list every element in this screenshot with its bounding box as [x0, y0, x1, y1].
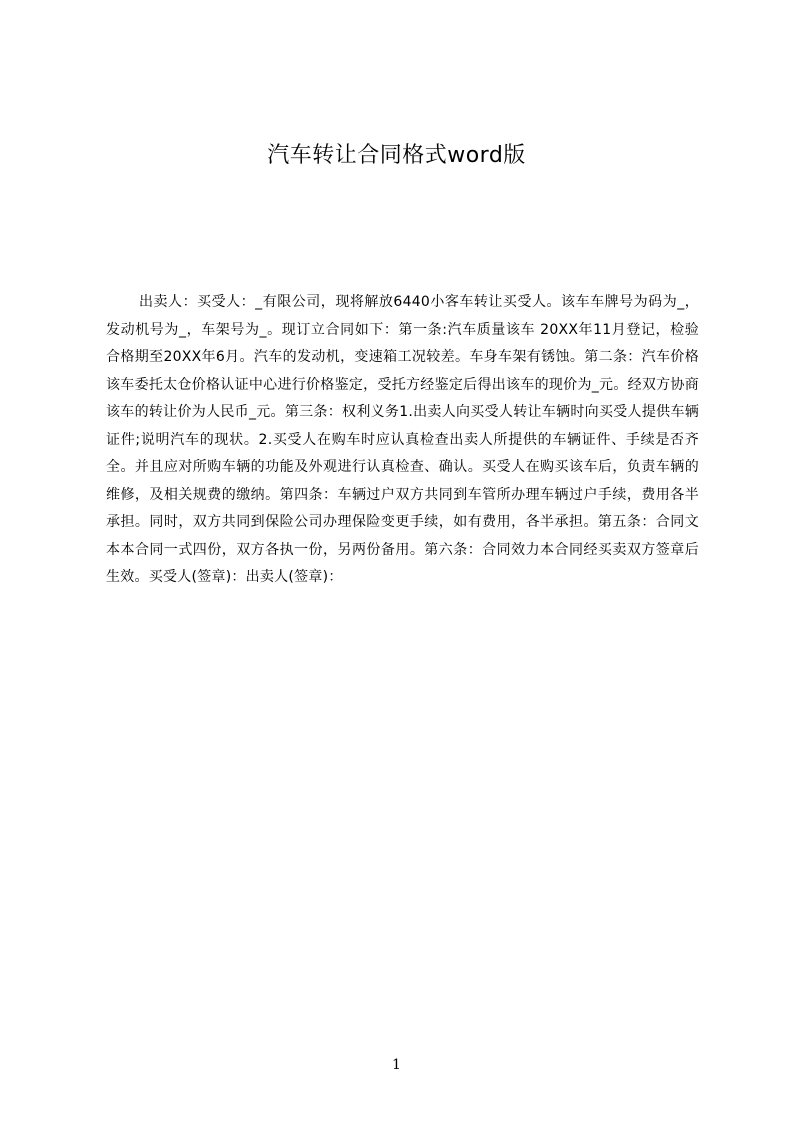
- contract-body-paragraph: 出卖人：买受人：_有限公司，现将解放6440小客车转让买受人。该车车牌号为码为_，发动机号为_，车架号为_。现订立合同如下：第一条:汽车质量该车 20XX年11月登记，检验合格期至20XX年6月。汽车的发动机，变速箱工况较差。车身车架有锈蚀。第二条：汽车价格该车委托太仓价格认证中心进行价格鉴定，受托方经鉴定后得出该车的现价为_元。经双方协商该车的转让价为人民币_元。第三条：权利义务1.出卖人向买受人转让车辆时向买受人提供车辆证件;说明汽车的现状。2.买受人在购车时应认真检查出卖人所提供的车辆证件、手续是否齐全。并且应对所购车辆的功能及外观进行认真检查、确认。买受人在购买该车后，负责车辆的维修，及相关规费的缴纳。第四条：车辆过户双方共同到车管所办理车辆过户手续，费用各半承担。同时，双方共同到保险公司办理保险变更手续，如有费用，各半承担。第五条：合同文本本合同一式四份，双方各执一份，另两份备用。第六条：合同效力本合同经买卖双方签章后生效。买受人(签章)：出卖人(签章)：: [106, 294, 699, 585]
- page-number: 1: [392, 1057, 401, 1073]
- document-title: 汽车转让合同格式word版: [267, 143, 526, 168]
